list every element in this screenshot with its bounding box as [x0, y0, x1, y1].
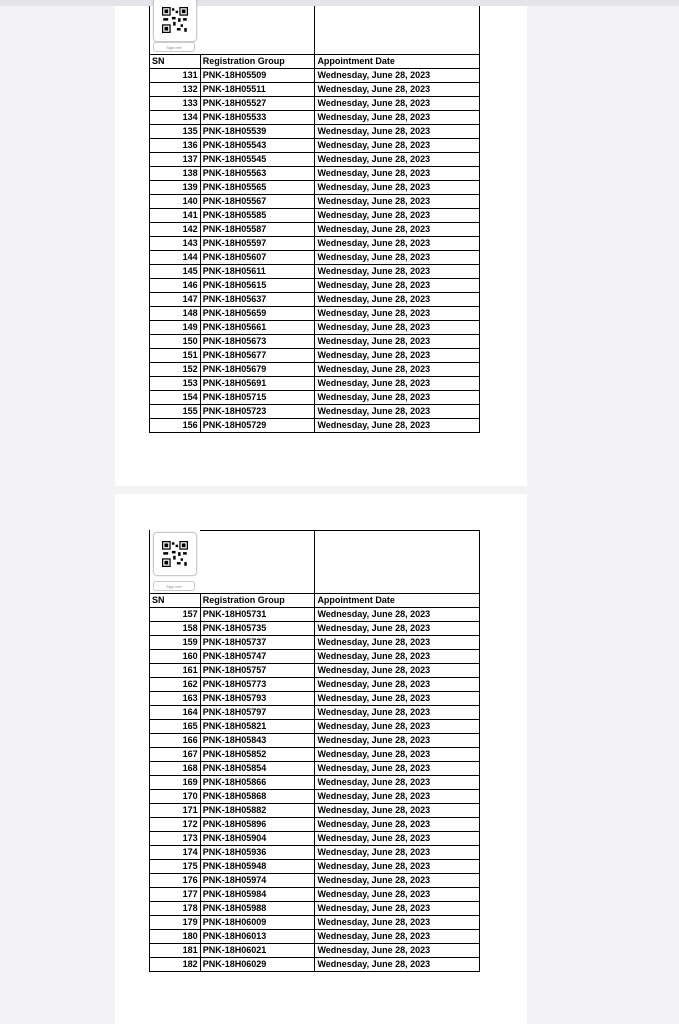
appointment-date-cell: Wednesday, June 28, 2023: [315, 762, 480, 776]
table-row: [150, 181, 480, 195]
sn-cell: 143: [150, 237, 201, 251]
appointment-date-cell: Wednesday, June 28, 2023: [315, 832, 480, 846]
appointment-date-cell: Wednesday, June 28, 2023: [315, 608, 480, 622]
sn-cell: 162: [150, 678, 201, 692]
appointment-date-cell: Wednesday, June 28, 2023: [315, 251, 480, 265]
appointment-date-cell: Wednesday, June 28, 2023: [315, 720, 480, 734]
registration-group-cell: PNK-18H05773: [200, 678, 315, 692]
sn-cell: 138: [150, 167, 201, 181]
appointment-date-cell: Wednesday, June 28, 2023: [315, 860, 480, 874]
appointment-date-cell: Wednesday, June 28, 2023: [315, 363, 480, 377]
registration-group-cell: PNK-18H05539: [200, 125, 315, 139]
registration-group-cell: PNK-18H05723: [200, 405, 315, 419]
appointment-date-cell: Wednesday, June 28, 2023: [315, 321, 480, 335]
sn-cell: 156: [150, 419, 201, 433]
table-row: [150, 846, 480, 860]
table-row: [150, 391, 480, 405]
appointment-date-cell: Wednesday, June 28, 2023: [315, 335, 480, 349]
table-row: [150, 706, 480, 720]
table-header-row: [150, 55, 480, 69]
appointment-date-cell: Wednesday, June 28, 2023: [315, 125, 480, 139]
registration-group-cell: PNK-18H05747: [200, 650, 315, 664]
table-row: [150, 664, 480, 678]
table-body: [150, 608, 480, 972]
table-row: [150, 153, 480, 167]
sn-cell: 159: [150, 636, 201, 650]
table-row: [150, 678, 480, 692]
appointment-date-cell: Wednesday, June 28, 2023: [315, 888, 480, 902]
registration-group-cell: PNK-18H05757: [200, 664, 315, 678]
sn-cell: 178: [150, 902, 201, 916]
appointment-date-cell: Wednesday, June 28, 2023: [315, 916, 480, 930]
appointment-date-cell: Wednesday, June 28, 2023: [315, 307, 480, 321]
appointment-date-cell: Wednesday, June 28, 2023: [315, 265, 480, 279]
appointment-date-cell: Wednesday, June 28, 2023: [315, 706, 480, 720]
registration-group-cell: PNK-18H05715: [200, 391, 315, 405]
table-row: [150, 622, 480, 636]
registration-group-cell: PNK-18H05854: [200, 762, 315, 776]
registration-group-cell: PNK-18H05896: [200, 818, 315, 832]
table-row: [150, 209, 480, 223]
qr-code-icon: [162, 7, 188, 33]
registration-group-cell: PNK-18H05821: [200, 720, 315, 734]
qr-code-card[interactable]: [153, 532, 197, 576]
registration-group-cell: PNK-18H06009: [200, 916, 315, 930]
sn-cell: 160: [150, 650, 201, 664]
sn-cell: 176: [150, 874, 201, 888]
registration-group-cell: PNK-18H05904: [200, 832, 315, 846]
appointment-date-cell: Wednesday, June 28, 2023: [315, 139, 480, 153]
registration-group-cell: PNK-18H05567: [200, 195, 315, 209]
registration-group-cell: PNK-18H05563: [200, 167, 315, 181]
grid-line: [479, 530, 480, 593]
registration-group-cell: PNK-18H05868: [200, 790, 315, 804]
table-row: [150, 265, 480, 279]
appointment-date-cell: Wednesday, June 28, 2023: [315, 167, 480, 181]
header-box: [149, 6, 480, 54]
sn-cell: 181: [150, 944, 201, 958]
appointment-date-cell: Wednesday, June 28, 2023: [315, 83, 480, 97]
appointment-date-cell: Wednesday, June 28, 2023: [315, 181, 480, 195]
table-row: [150, 363, 480, 377]
registration-group-cell: PNK-18H05637: [200, 293, 315, 307]
sn-cell: 139: [150, 181, 201, 195]
appointment-date-cell: Wednesday, June 28, 2023: [315, 237, 480, 251]
grid-line: [149, 530, 150, 593]
registration-group-cell: PNK-18H05611: [200, 265, 315, 279]
table-body: [150, 69, 480, 433]
sn-cell: 174: [150, 846, 201, 860]
sn-cell: 166: [150, 734, 201, 748]
qr-code-icon: [162, 541, 188, 567]
appointment-date-cell: Wednesday, June 28, 2023: [315, 279, 480, 293]
registration-group-cell: PNK-18H05587: [200, 223, 315, 237]
sn-cell: 150: [150, 335, 201, 349]
table-row: [150, 349, 480, 363]
header-box: [149, 530, 480, 593]
registration-group-cell: PNK-18H05597: [200, 237, 315, 251]
registration-group-cell: PNK-18H05735: [200, 622, 315, 636]
registration-group-cell: PNK-18H05585: [200, 209, 315, 223]
registration-table: [149, 593, 480, 972]
registration-group-cell: PNK-18H05509: [200, 69, 315, 83]
table-row: [150, 944, 480, 958]
sn-cell: 137: [150, 153, 201, 167]
table-row: [150, 832, 480, 846]
appointment-date-cell: Wednesday, June 28, 2023: [315, 734, 480, 748]
appointment-date-cell: Wednesday, June 28, 2023: [315, 944, 480, 958]
sn-cell: 132: [150, 83, 201, 97]
sn-cell: 153: [150, 377, 201, 391]
table-row: [150, 167, 480, 181]
qr-code-card[interactable]: [153, 0, 197, 42]
grid-line: [314, 530, 315, 593]
table-row: [150, 790, 480, 804]
appointment-date-cell: Wednesday, June 28, 2023: [315, 804, 480, 818]
registration-group-cell: PNK-18H05527: [200, 97, 315, 111]
table-row: [150, 69, 480, 83]
appointment-date-cell: Wednesday, June 28, 2023: [315, 790, 480, 804]
sn-cell: 152: [150, 363, 201, 377]
sn-cell: 158: [150, 622, 201, 636]
appointment-date-cell: Wednesday, June 28, 2023: [315, 902, 480, 916]
sn-cell: 133: [150, 97, 201, 111]
table-frame: [149, 530, 480, 989]
registration-group-cell: PNK-18H05948: [200, 860, 315, 874]
appointment-date-cell: Wednesday, June 28, 2023: [315, 405, 480, 419]
registration-group-cell: PNK-18H05988: [200, 902, 315, 916]
registration-group-cell: PNK-18H05731: [200, 608, 315, 622]
column-header-sn: SN: [150, 55, 201, 69]
appointment-date-cell: Wednesday, June 28, 2023: [315, 97, 480, 111]
sn-cell: 147: [150, 293, 201, 307]
appointment-date-cell: Wednesday, June 28, 2023: [315, 818, 480, 832]
appointment-date-cell: Wednesday, June 28, 2023: [315, 748, 480, 762]
sn-cell: 144: [150, 251, 201, 265]
table-row: [150, 818, 480, 832]
sn-cell: 135: [150, 125, 201, 139]
registration-group-cell: PNK-18H05729: [200, 419, 315, 433]
sn-cell: 140: [150, 195, 201, 209]
sn-cell: 155: [150, 405, 201, 419]
sn-cell: 134: [150, 111, 201, 125]
appointment-date-cell: Wednesday, June 28, 2023: [315, 846, 480, 860]
registration-group-cell: PNK-18H05607: [200, 251, 315, 265]
registration-group-cell: PNK-18H05691: [200, 377, 315, 391]
column-header-sn: SN: [150, 594, 201, 608]
table-row: [150, 83, 480, 97]
appointment-date-cell: Wednesday, June 28, 2023: [315, 223, 480, 237]
sn-cell: 154: [150, 391, 201, 405]
sn-cell: 165: [150, 720, 201, 734]
table-row: [150, 748, 480, 762]
registration-group-cell: PNK-18H05673: [200, 335, 315, 349]
table-row: [150, 762, 480, 776]
sn-cell: 170: [150, 790, 201, 804]
sn-cell: 142: [150, 223, 201, 237]
table-row: [150, 97, 480, 111]
registration-group-cell: PNK-18H05545: [200, 153, 315, 167]
registration-group-cell: PNK-18H05659: [200, 307, 315, 321]
grid-line: [200, 530, 480, 531]
table-row: [150, 279, 480, 293]
appointment-date-cell: Wednesday, June 28, 2023: [315, 419, 480, 433]
appointment-date-cell: Wednesday, June 28, 2023: [315, 622, 480, 636]
appointment-date-cell: Wednesday, June 28, 2023: [315, 195, 480, 209]
registration-group-cell: PNK-18H05679: [200, 363, 315, 377]
table-row: [150, 307, 480, 321]
registration-group-cell: PNK-18H05677: [200, 349, 315, 363]
table-row: [150, 139, 480, 153]
appointment-date-cell: Wednesday, June 28, 2023: [315, 209, 480, 223]
table-row: [150, 335, 480, 349]
registration-group-cell: PNK-18H05533: [200, 111, 315, 125]
sn-cell: 136: [150, 139, 201, 153]
table-row: [150, 419, 480, 433]
registration-group-cell: PNK-18H05843: [200, 734, 315, 748]
registration-group-cell: PNK-18H05797: [200, 706, 315, 720]
table-row: [150, 223, 480, 237]
table-header-row: [150, 594, 480, 608]
document-page-2: [115, 494, 527, 1024]
registration-group-cell: PNK-18H06013: [200, 930, 315, 944]
sn-cell: 179: [150, 916, 201, 930]
sn-cell: 161: [150, 664, 201, 678]
sign-me-button[interactable]: Sign me!: [153, 42, 195, 52]
registration-table: [149, 54, 480, 433]
appointment-date-cell: Wednesday, June 28, 2023: [315, 153, 480, 167]
table-row: [150, 195, 480, 209]
sn-cell: 149: [150, 321, 201, 335]
sn-cell: 173: [150, 832, 201, 846]
registration-group-cell: PNK-18H05793: [200, 692, 315, 706]
column-header-appointment-date: Appointment Date: [315, 55, 480, 69]
document-page-1: [115, 6, 527, 486]
table-row: [150, 888, 480, 902]
table-row: [150, 902, 480, 916]
grid-line: [314, 6, 315, 54]
sn-cell: 177: [150, 888, 201, 902]
registration-group-cell: PNK-18H05543: [200, 139, 315, 153]
appointment-date-cell: Wednesday, June 28, 2023: [315, 678, 480, 692]
table-row: [150, 321, 480, 335]
appointment-date-cell: Wednesday, June 28, 2023: [315, 349, 480, 363]
table-row: [150, 874, 480, 888]
table-row: [150, 251, 480, 265]
column-header-registration-group: Registration Group: [200, 55, 315, 69]
registration-group-cell: PNK-18H05974: [200, 874, 315, 888]
sn-cell: 182: [150, 958, 201, 972]
table-row: [150, 734, 480, 748]
sn-cell: 151: [150, 349, 201, 363]
table-row: [150, 125, 480, 139]
sn-cell: 171: [150, 804, 201, 818]
table-row: [150, 650, 480, 664]
appointment-date-cell: Wednesday, June 28, 2023: [315, 874, 480, 888]
appointment-date-cell: Wednesday, June 28, 2023: [315, 69, 480, 83]
appointment-date-cell: Wednesday, June 28, 2023: [315, 650, 480, 664]
table-row: [150, 636, 480, 650]
table-row: [150, 111, 480, 125]
registration-group-cell: PNK-18H05866: [200, 776, 315, 790]
sn-cell: 163: [150, 692, 201, 706]
table-row: [150, 804, 480, 818]
appointment-date-cell: Wednesday, June 28, 2023: [315, 391, 480, 405]
table-row: [150, 608, 480, 622]
registration-group-cell: PNK-18H05936: [200, 846, 315, 860]
sn-cell: 141: [150, 209, 201, 223]
registration-group-cell: PNK-18H05565: [200, 181, 315, 195]
sn-cell: 164: [150, 706, 201, 720]
table-row: [150, 860, 480, 874]
table-row: [150, 930, 480, 944]
table-row: [150, 958, 480, 972]
appointment-date-cell: Wednesday, June 28, 2023: [315, 293, 480, 307]
appointment-date-cell: Wednesday, June 28, 2023: [315, 776, 480, 790]
table-row: [150, 776, 480, 790]
table-frame: [149, 6, 480, 450]
sn-cell: 172: [150, 818, 201, 832]
sign-me-button[interactable]: Sign me!: [153, 581, 195, 591]
appointment-date-cell: Wednesday, June 28, 2023: [315, 958, 480, 972]
sn-cell: 167: [150, 748, 201, 762]
table-row: [150, 916, 480, 930]
registration-group-cell: PNK-18H06029: [200, 958, 315, 972]
appointment-date-cell: Wednesday, June 28, 2023: [315, 111, 480, 125]
column-header-appointment-date: Appointment Date: [315, 594, 480, 608]
registration-group-cell: PNK-18H05661: [200, 321, 315, 335]
table-row: [150, 237, 480, 251]
appointment-date-cell: Wednesday, June 28, 2023: [315, 930, 480, 944]
registration-group-cell: PNK-18H05615: [200, 279, 315, 293]
sn-cell: 157: [150, 608, 201, 622]
appointment-date-cell: Wednesday, June 28, 2023: [315, 692, 480, 706]
registration-group-cell: PNK-18H05737: [200, 636, 315, 650]
registration-group-cell: PNK-18H05882: [200, 804, 315, 818]
grid-line: [149, 6, 150, 54]
sn-cell: 175: [150, 860, 201, 874]
grid-line: [479, 6, 480, 54]
appointment-date-cell: Wednesday, June 28, 2023: [315, 636, 480, 650]
sn-cell: 145: [150, 265, 201, 279]
registration-group-cell: PNK-18H05511: [200, 83, 315, 97]
registration-group-cell: PNK-18H05852: [200, 748, 315, 762]
sn-cell: 180: [150, 930, 201, 944]
table-row: [150, 720, 480, 734]
sn-cell: 169: [150, 776, 201, 790]
column-header-registration-group: Registration Group: [200, 594, 315, 608]
appointment-date-cell: Wednesday, June 28, 2023: [315, 377, 480, 391]
registration-group-cell: PNK-18H06021: [200, 944, 315, 958]
sn-cell: 146: [150, 279, 201, 293]
table-row: [150, 377, 480, 391]
registration-group-cell: PNK-18H05984: [200, 888, 315, 902]
table-row: [150, 293, 480, 307]
sn-cell: 148: [150, 307, 201, 321]
table-row: [150, 405, 480, 419]
sn-cell: 168: [150, 762, 201, 776]
sn-cell: 131: [150, 69, 201, 83]
table-row: [150, 692, 480, 706]
appointment-date-cell: Wednesday, June 28, 2023: [315, 664, 480, 678]
